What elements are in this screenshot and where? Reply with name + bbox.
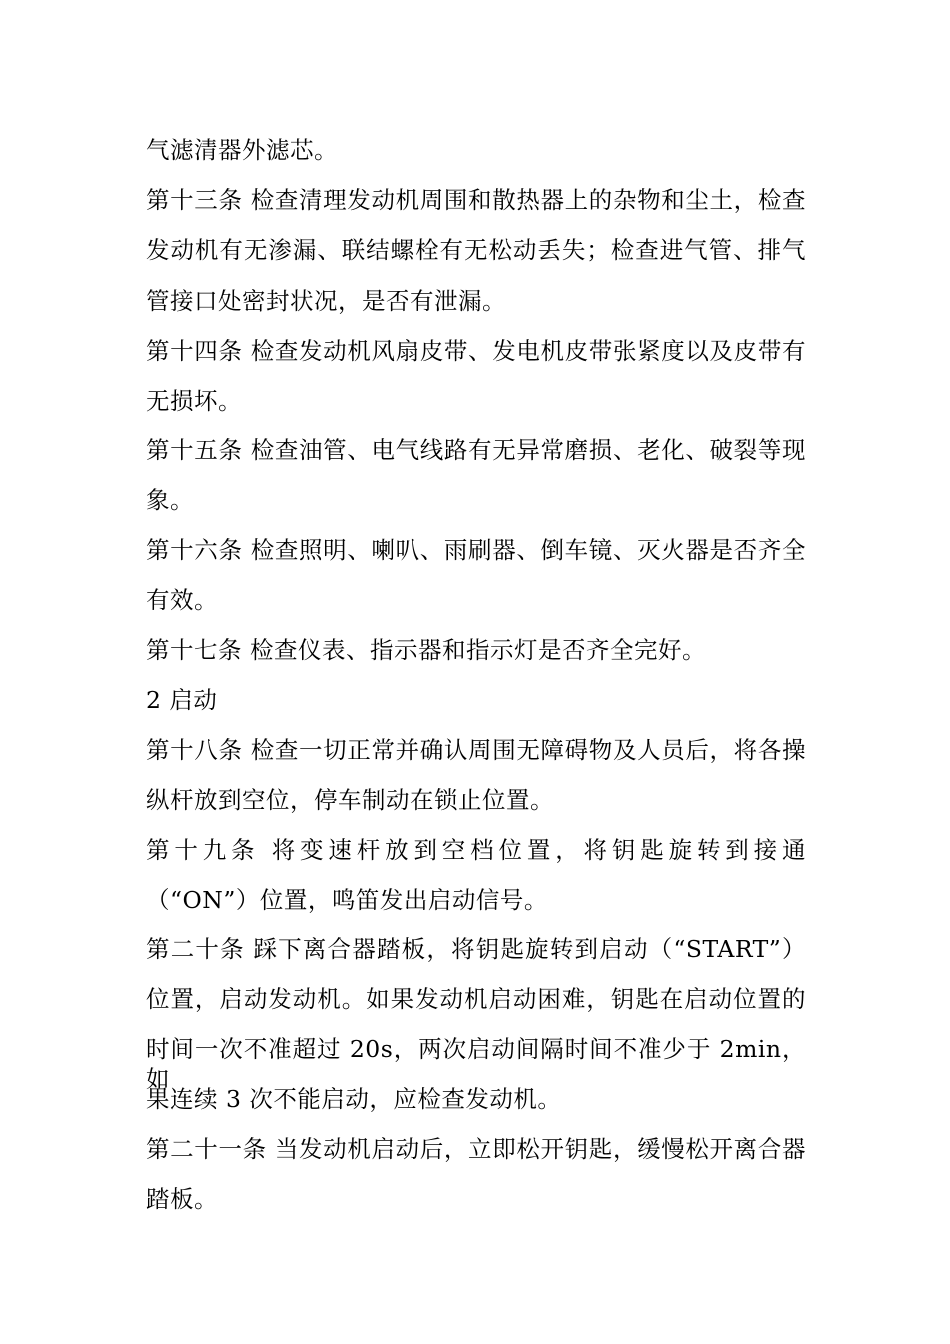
text-line: 第二十条 踩下离合器踏板，将钥匙旋转到启动（“START”） xyxy=(146,935,806,963)
text-line: 第十五条 检查油管、电气线路有无异常磨损、老化、破裂等现 xyxy=(146,436,806,464)
text-line: 无损坏。 xyxy=(146,387,242,415)
text-line: 第十三条 检查清理发动机周围和散热器上的杂物和尘土，检查 xyxy=(146,186,806,214)
text-line: 第十六条 检查照明、喇叭、雨刷器、倒车镜、灭火器是否齐全 xyxy=(146,536,806,564)
text-line: （“ON”）位置，鸣笛发出启动信号。 xyxy=(146,886,548,914)
text-line: 象。 xyxy=(146,486,194,514)
text-line: 时间一次不准超过 20s，两次启动间隔时间不准少于 2min，如 xyxy=(146,1035,806,1093)
text-line: 有效。 xyxy=(146,586,218,614)
text-line: 气滤清器外滤芯。 xyxy=(146,136,338,164)
text-line: 第十七条 检查仪表、指示器和指示灯是否齐全完好。 xyxy=(146,636,706,664)
text-line: 纵杆放到空位，停车制动在锁止位置。 xyxy=(146,786,554,814)
text-line: 踏板。 xyxy=(146,1185,218,1213)
text-line: 第十四条 检查发动机风扇皮带、发电机皮带张紧度以及皮带有 xyxy=(146,337,806,365)
text-line: 第十八条 检查一切正常并确认周围无障碍物及人员后，将各操 xyxy=(146,736,806,764)
text-line: 第二十一条 当发动机启动后，立即松开钥匙，缓慢松开离合器 xyxy=(146,1135,806,1163)
text-line: 果连续 3 次不能启动，应检查发动机。 xyxy=(146,1085,562,1113)
section-heading: 2 启动 xyxy=(146,686,218,714)
text-line: 发动机有无渗漏、联结螺栓有无松动丢失；检查进气管、排气 xyxy=(146,236,806,264)
text-line: 第十九条 将变速杆放到空档位置，将钥匙旋转到接通 xyxy=(146,836,806,864)
text-line: 管接口处密封状况，是否有泄漏。 xyxy=(146,287,506,315)
text-line: 位置，启动发动机。如果发动机启动困难，钥匙在启动位置的 xyxy=(146,985,806,1013)
